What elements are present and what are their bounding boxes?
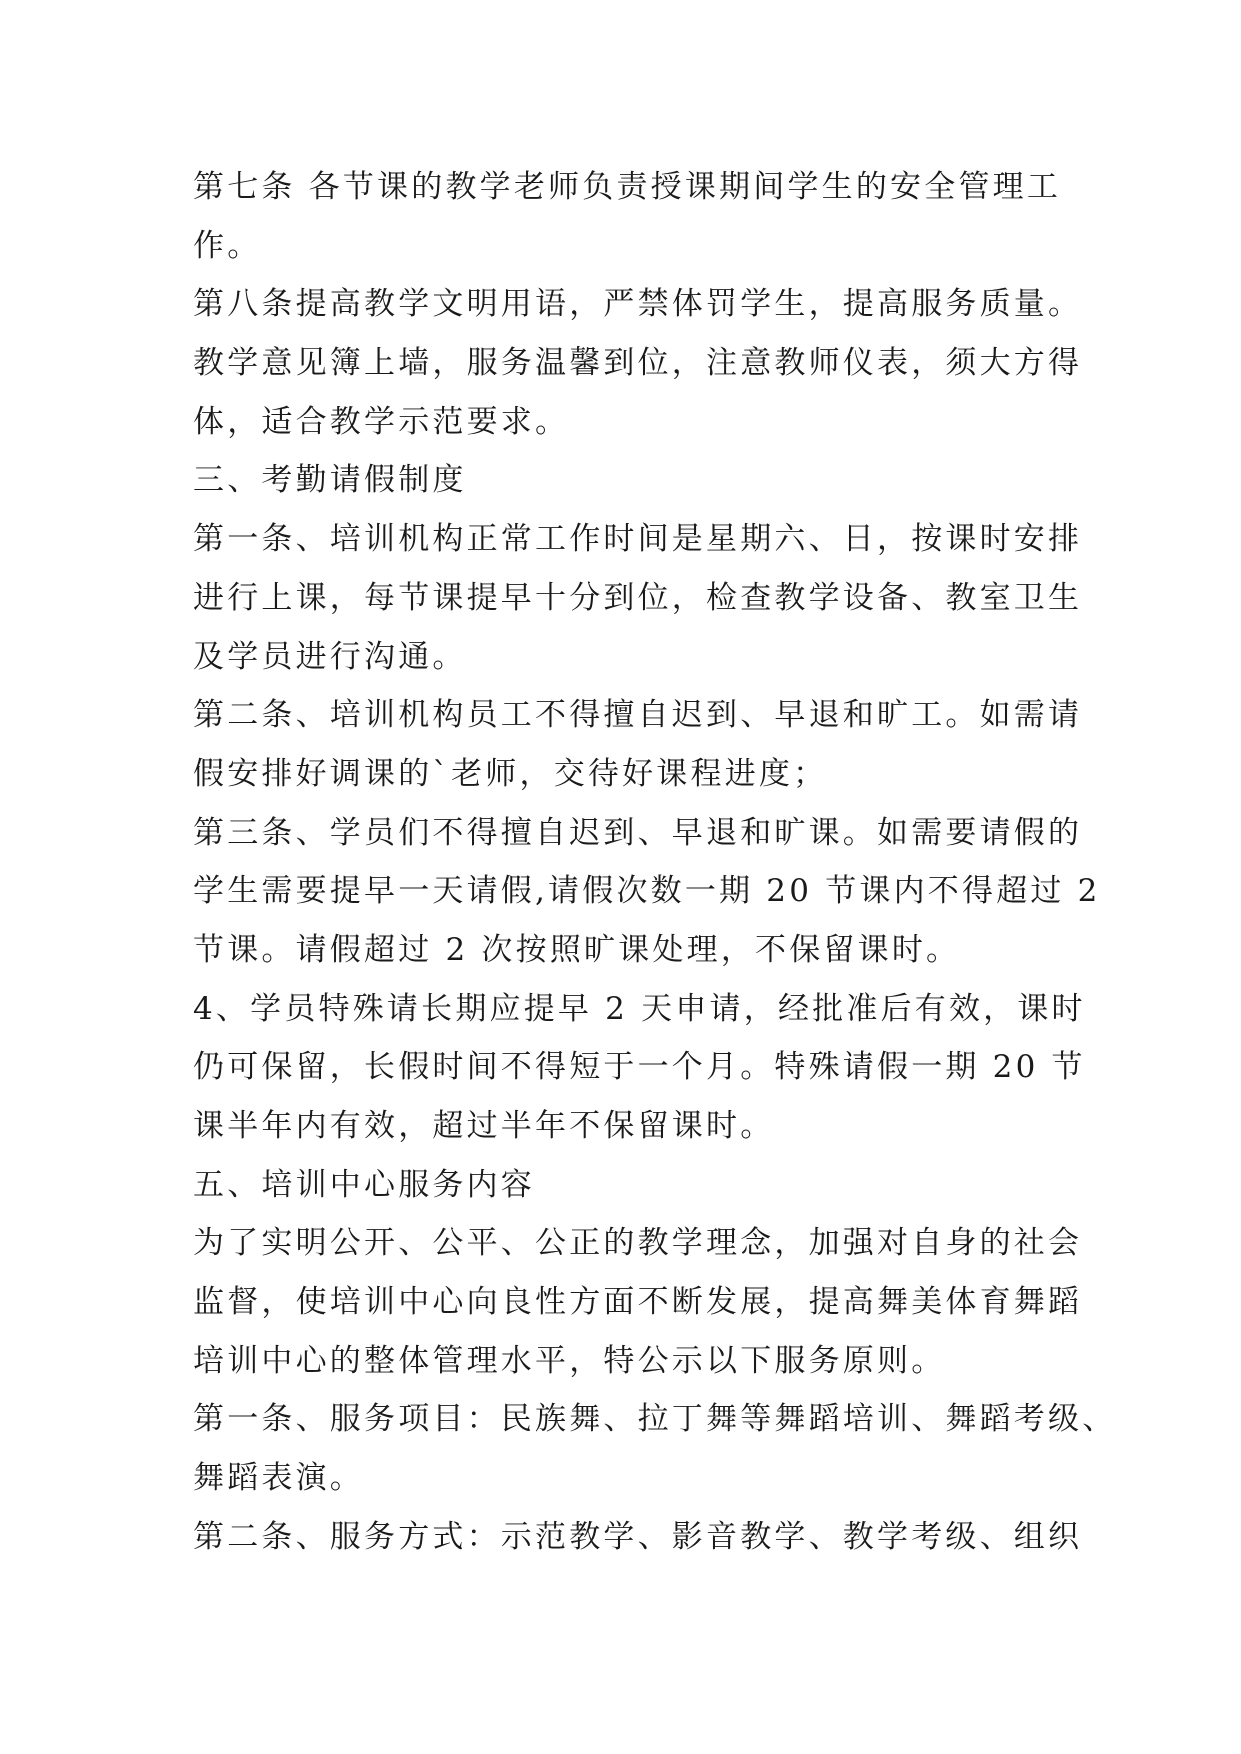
text-line: 假安排好调课的`老师，交待好课程进度； — [193, 755, 828, 792]
section-heading: 五、培训中心服务内容 — [193, 1166, 535, 1203]
text-line: 4、学员特殊请长期应提早 2 天申请，经批准后有效，课时 — [193, 990, 1086, 1027]
text-line: 节课。请假超过 2 次按照旷课处理，不保留课时。 — [193, 931, 961, 968]
text-line: 仍可保留，长假时间不得短于一个月。特殊请假一期 20 节 — [193, 1049, 1086, 1086]
text-line: 学生需要提早一天请假,请假次数一期 20 节课内不得超过 2 — [193, 873, 1101, 910]
text-line: 第三条、学员们不得擅自迟到、早退和旷课。如需要请假的 — [193, 814, 1083, 851]
body-text — [193, 158, 1117, 1567]
text-line: 第一条、培训机构正常工作时间是星期六、日，按课时安排 — [193, 521, 1083, 558]
text-line: 第七条 各节课的教学老师负责授课期间学生的安全管理工 — [193, 169, 1062, 205]
text-line: 作。 — [193, 227, 262, 264]
text-line: 舞蹈表演。 — [193, 1460, 364, 1497]
section-heading: 三、考勤请假制度 — [193, 462, 467, 499]
text-line: 体，适合教学示范要求。 — [193, 403, 570, 440]
text-line: 教学意见簿上墙，服务温馨到位，注意教师仪表，须大方得 — [193, 345, 1083, 382]
text-line: 课半年内有效，超过半年不保留课时。 — [193, 1108, 775, 1144]
text-line: 及学员进行沟通。 — [193, 638, 467, 675]
text-line: 第二条、培训机构员工不得擅自迟到、早退和旷工。如需请 — [193, 697, 1083, 734]
text-line: 第二条、服务方式：示范教学、影音教学、教学考级、组织 — [193, 1518, 1083, 1555]
text-line: 为了实明公开、公平、公正的教学理念，加强对自身的社会 — [193, 1225, 1083, 1262]
text-line: 第八条提高教学文明用语，严禁体罚学生，提高服务质量。 — [193, 286, 1083, 323]
text-line: 培训中心的整体管理水平，特公示以下服务原则。 — [193, 1342, 946, 1379]
text-line: 监督，使培训中心向良性方面不断发展，提高舞美体育舞蹈 — [193, 1284, 1083, 1321]
text-line: 第一条、服务项目：民族舞、拉丁舞等舞蹈培训、舞蹈考级、 — [193, 1401, 1117, 1438]
text-line: 进行上课，每节课提早十分到位，检查教学设备、教室卫生 — [193, 579, 1083, 616]
